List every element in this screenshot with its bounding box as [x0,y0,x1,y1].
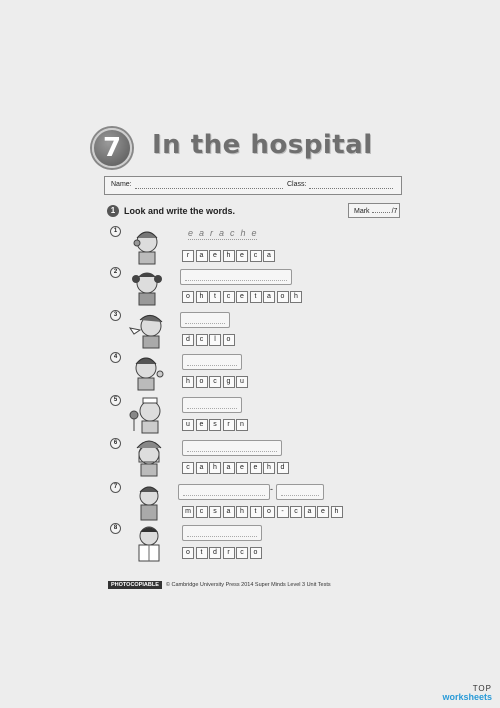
letter-tile: r [223,547,235,559]
letter-tile: a [223,506,235,518]
item-number: 5 [110,395,121,406]
topworksheets-logo[interactable] [442,684,492,702]
letter-tiles [182,250,277,262]
child-toothache-picture [124,267,170,307]
letter-tile: l [209,334,221,346]
letter-tile: c [196,334,208,346]
letter-tile: s [209,506,221,518]
letter-tile: d [277,462,289,474]
item-number: 4 [110,352,121,363]
answer-field-part-2[interactable] [276,484,324,500]
unit-number-badge: 7 [92,128,132,168]
mark-total: /7 [391,208,398,215]
letter-tile: o [182,291,194,303]
letter-tile: o [223,334,235,346]
list-item [110,395,410,437]
letter-tile: c [236,547,248,559]
letter-tile: h [196,291,208,303]
child-earache-picture [124,226,170,266]
letter-tiles [182,547,263,559]
letter-tile: h [331,506,343,518]
list-item [110,482,410,524]
letter-tile: - [277,506,289,518]
item-number: 2 [110,267,121,278]
child-stomach-ache-picture [124,482,170,522]
child-cold-picture [124,310,170,350]
item-number: 7 [110,482,121,493]
list-item [110,523,410,565]
exercise-instruction: Look and write the words. [124,206,236,216]
answer-field[interactable] [180,312,230,328]
letter-tiles [182,334,236,346]
letter-tile: h [223,250,235,262]
exercise-number: 1 [107,205,119,217]
letter-tiles [182,376,250,388]
letter-tile: d [209,547,221,559]
letter-tile: a [223,462,235,474]
letter-tile: e [317,506,329,518]
answer-field[interactable] [182,440,282,456]
example-answer: earache [188,228,263,238]
letter-tile: t [209,291,221,303]
letter-tile: r [223,419,235,431]
letter-tile: n [236,419,248,431]
letter-tiles [182,462,290,474]
letter-tile: a [196,462,208,474]
letter-tile: h [182,376,194,388]
name-label: Name: [111,181,132,188]
letter-tile: o [196,376,208,388]
letter-tile: e [196,419,208,431]
list-item [110,226,410,268]
letter-tile: e [236,291,248,303]
letter-tile: e [236,250,248,262]
answer-field[interactable] [180,269,292,285]
letter-tile: o [182,547,194,559]
answer-field[interactable] [182,525,262,541]
letter-tile: a [263,291,275,303]
class-field[interactable] [309,188,393,189]
letter-tile: u [182,419,194,431]
child-cough-picture [124,352,170,392]
item-number: 3 [110,310,121,321]
letter-tile: e [250,462,262,474]
copyright-text: © Cambridge University Press 2014 Super Minds Level 3 Unit Tests [165,582,331,588]
letter-tile: u [236,376,248,388]
letter-tile: t [250,506,262,518]
letter-tile: d [182,334,194,346]
letter-tile: o [277,291,289,303]
letter-tile: h [263,462,275,474]
letter-tile: o [250,547,262,559]
item-number: 8 [110,523,121,534]
name-class-box [104,176,402,195]
mark-box [348,203,400,218]
letter-tile: a [196,250,208,262]
page-title: In the hospital [152,130,373,160]
answer-field-part-1[interactable] [178,484,270,500]
item-number: 1 [110,226,121,237]
mark-field[interactable] [372,206,390,213]
doctor-picture [124,523,170,563]
letter-tile: h [209,462,221,474]
letter-tile: c [223,291,235,303]
letter-tile: g [223,376,235,388]
photocopiable-tag: PHOTOCOPIABLE [108,581,162,589]
letter-tile: t [250,291,262,303]
hyphen: - [270,484,273,494]
letter-tile: s [209,419,221,431]
letter-tiles [182,291,304,303]
nurse-picture [124,395,170,435]
list-item [110,438,410,480]
letter-tiles [182,419,250,431]
letter-tile: c [196,506,208,518]
list-item [110,310,410,352]
child-headache-picture [124,438,170,478]
letter-tile: e [236,462,248,474]
letter-tile: e [209,250,221,262]
class-label: Class: [287,181,307,188]
mark-label: Mark [354,208,370,215]
logo-line-top: TOP [472,684,492,693]
list-item [110,267,410,309]
answer-field[interactable] [182,354,242,370]
letter-tile: a [263,250,275,262]
letter-tile: c [182,462,194,474]
letter-tile: c [209,376,221,388]
letter-tile: m [182,506,194,518]
answer-field[interactable] [182,397,242,413]
letter-tile: c [290,506,302,518]
footer [108,582,331,588]
letter-tile: o [263,506,275,518]
letter-tile: a [304,506,316,518]
letter-tile: h [290,291,302,303]
letter-tile: t [196,547,208,559]
letter-tile: h [236,506,248,518]
letter-tile: r [182,250,194,262]
letter-tiles [182,506,344,518]
logo-line-worksheets: worksheets [442,692,492,702]
name-field[interactable] [135,188,283,189]
letter-tile: c [250,250,262,262]
list-item [110,352,410,394]
item-number: 6 [110,438,121,449]
